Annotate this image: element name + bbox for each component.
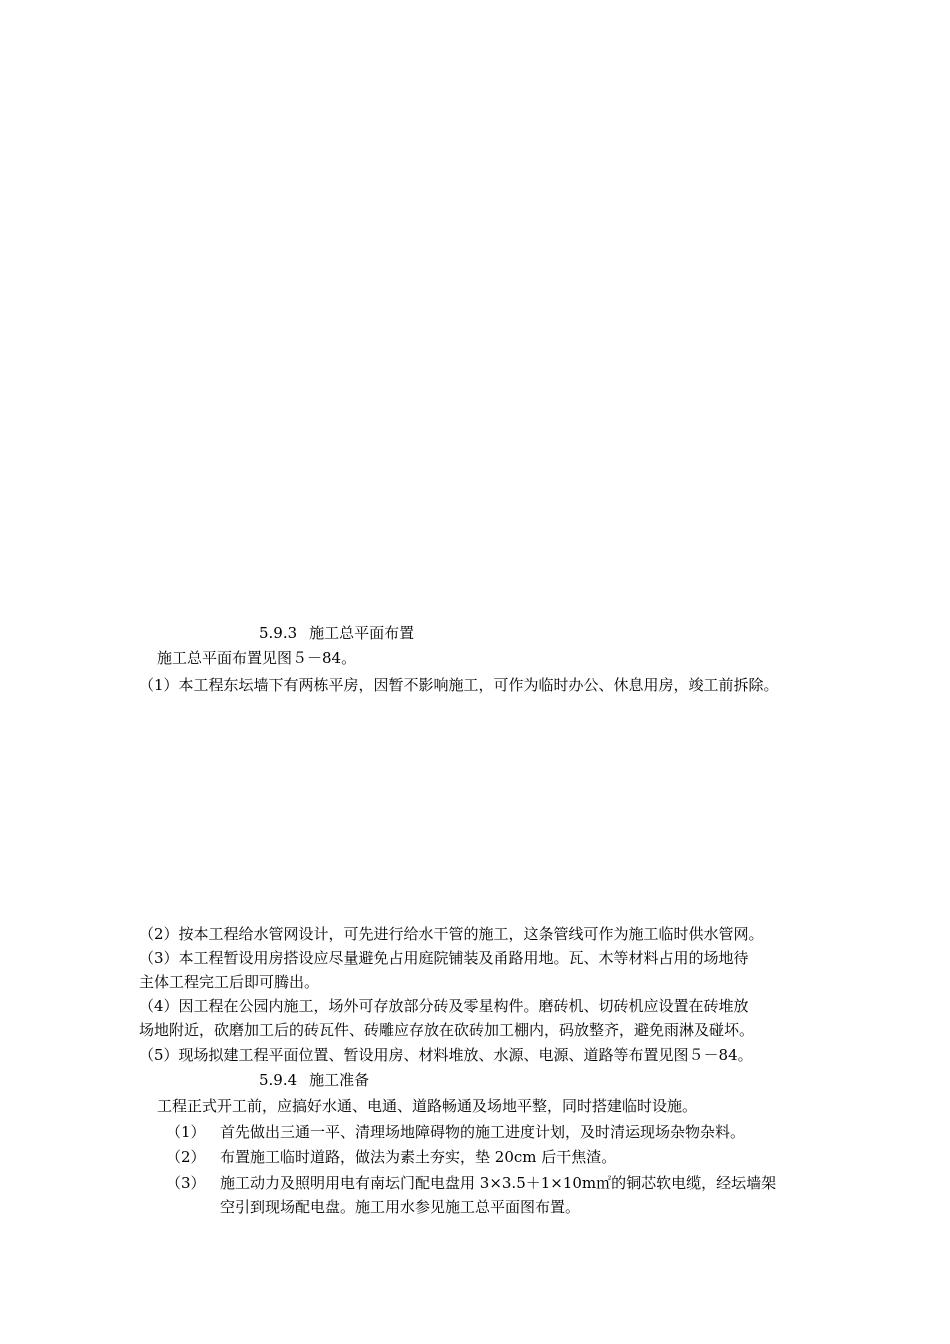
prep-item-number: （1） (166, 1123, 206, 1141)
prep-item-1-text: 首先做出三通一平、清理场地障碍物的施工进度计划，及时清运现场杂物杂料。 (220, 1123, 746, 1141)
prep-item-3-continuation: 空引到现场配电盘。施工用水参见施工总平面图布置。 (220, 1198, 581, 1216)
list-item-5: （5）现场拟建工程平面位置、暂设用房、材料堆放、水源、电源、道路等布置见图５－84。 (139, 1046, 753, 1064)
section-heading-594 (259, 1069, 369, 1091)
prep-item-1 (166, 1121, 206, 1143)
list-item-3-line-1: （3）本工程暂设用房搭设应尽量避免占用庭院铺装及甬路用地。瓦、木等材料占用的场地待 (139, 949, 749, 967)
prep-item-3-text: 施工动力及照明用电有南坛门配电盘用 3×3.5＋1×10m㎡的铜芯软电缆，经坛墙架 (220, 1174, 777, 1192)
section-title: 施工准备 (309, 1071, 370, 1089)
prep-item-2 (166, 1146, 206, 1168)
list-item-3-line-2: 主体工程完工后即可腾出。 (139, 973, 320, 991)
paragraph-intro-594: 工程正式开工前，应搞好水通、电通、道路畅通及场地平整，同时搭建临时设施。 (157, 1097, 698, 1115)
list-item-2: （2）按本工程给水管网设计，可先进行给水干管的施工，这条管线可作为施工临时供水管网。 (139, 925, 764, 943)
section-heading-593 (259, 622, 414, 644)
prep-item-number: （2） (166, 1148, 206, 1166)
prep-item-number: （3） (166, 1174, 206, 1192)
prep-item-3 (166, 1172, 206, 1194)
prep-item-2-text: 布置施工临时道路，做法为素土夯实，垫 20cm 后干焦渣。 (220, 1148, 617, 1166)
list-item-4-line-2: 场地附近，砍磨加工后的砖瓦件、砖雕应存放在砍砖加工棚内，码放整齐，避免雨淋及碰坏。 (139, 1021, 755, 1039)
section-number: 5.9.3 (259, 624, 298, 642)
paragraph-intro-593: 施工总平面布置见图５－84。 (157, 649, 357, 667)
list-item-1: （1）本工程东坛墙下有两栋平房，因暂不影响施工，可作为临时办公、休息用房，竣工前拆除。 (139, 676, 779, 694)
section-number: 5.9.4 (259, 1071, 298, 1089)
section-title: 施工总平面布置 (309, 624, 415, 642)
list-item-4-line-1: （4）因工程在公园内施工，场外可存放部分砖及零星构件。磨砖机、切砖机应设置在砖堆放 (139, 997, 749, 1015)
